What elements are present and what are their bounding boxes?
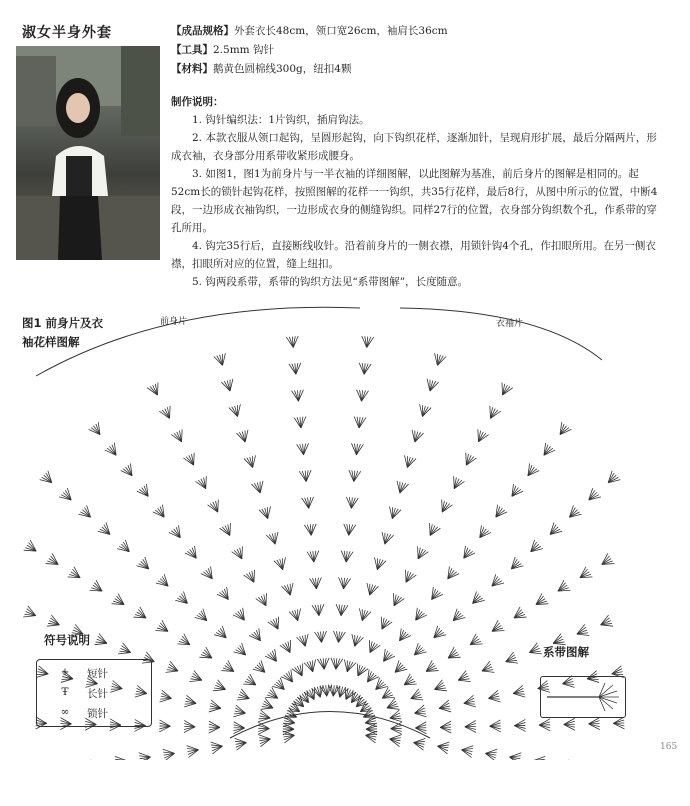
- stitch-fan: [229, 404, 244, 418]
- stitch-fan: [512, 685, 525, 699]
- stitch-fan: [274, 557, 289, 571]
- stitch-fan: [233, 643, 249, 659]
- stitch-fan: [332, 631, 345, 643]
- stitch-fan: [402, 455, 417, 469]
- stitch-fan: [236, 430, 251, 444]
- single-crochet-symbol: +: [60, 666, 70, 678]
- stitch-fan: [299, 470, 312, 482]
- neckline-arc: [230, 712, 430, 739]
- stitch-fan: [564, 718, 575, 730]
- stitch-fan: [413, 737, 426, 751]
- stitch-fan: [363, 670, 379, 686]
- stitch-fan: [401, 570, 417, 585]
- stitch-fan: [243, 674, 259, 690]
- stitch-fan: [266, 532, 281, 546]
- stitch-fan: [372, 678, 388, 694]
- stitch-fan: [585, 488, 601, 504]
- stitch-fan: [265, 649, 281, 665]
- stitch-fan: [372, 557, 387, 571]
- stitch-fan: [312, 604, 325, 616]
- stitch-fan: [105, 443, 121, 459]
- stitch-fan: [115, 755, 128, 760]
- stitch-fan: [338, 577, 351, 589]
- stitch-fan: [184, 695, 197, 709]
- spec-list: [171, 22, 671, 79]
- stitch-fan: [449, 609, 465, 625]
- stitch-fan: [244, 455, 259, 469]
- stitch-fan: [358, 363, 371, 375]
- stitch-fan: [440, 721, 451, 733]
- tie-diagram-drawing: [541, 677, 625, 717]
- stitch-fan: [220, 523, 236, 538]
- stitch-fan: [473, 429, 489, 444]
- stitch-fan: [577, 567, 593, 583]
- stitch-fan: [259, 506, 274, 520]
- stitch-fan: [365, 640, 381, 655]
- stitch-fan: [196, 476, 212, 491]
- stitch-fan: [463, 695, 476, 709]
- legend-box: + 短针 Ŧ 长针 ∞ 锁针: [36, 659, 152, 727]
- stitch-fan: [214, 353, 229, 367]
- stitch-fan: [461, 453, 477, 468]
- stitch-fan: [395, 628, 411, 644]
- stitch-fan: [555, 422, 571, 438]
- stitch-fan: [356, 608, 371, 622]
- stitch-fan: [292, 695, 308, 711]
- stitch-fan: [118, 643, 133, 658]
- stitch-fan: [424, 379, 439, 393]
- stitch-fan: [379, 532, 394, 546]
- stitch-fan: [282, 583, 297, 597]
- stitch-fan: [377, 617, 393, 632]
- figure-title: 图1 前身片及衣 袖花样图解: [22, 316, 104, 349]
- stitch-fan: [487, 690, 500, 704]
- stitch-fan: [258, 710, 271, 724]
- stitch-fan: [159, 406, 175, 421]
- stitch-fan: [166, 661, 181, 676]
- stitch-fan: [432, 353, 447, 367]
- stitch-fan: [575, 624, 590, 639]
- stitch-fan: [47, 615, 62, 630]
- stitch-fan: [90, 580, 106, 596]
- stitch-fan: [249, 628, 265, 644]
- stitch-fan: [208, 500, 224, 515]
- stitch-fan: [256, 593, 272, 608]
- spec-materials: 【材料】鹅黄色圆棉线300g，纽扣4颗: [171, 63, 352, 75]
- stitch-fan: [233, 722, 244, 734]
- stitch-fan: [24, 540, 40, 556]
- stitch-fan: [330, 658, 343, 670]
- stitch-fan: [588, 718, 599, 730]
- stitch-fan: [352, 695, 368, 711]
- stitch-fan: [533, 594, 549, 610]
- stitch-fan: [443, 567, 459, 583]
- stitch-fan: [46, 553, 62, 569]
- stitch-fan: [361, 336, 374, 348]
- instruction-step: 5. 钩两段系带，系带的钩织方法见“系带图解”，长度随意。: [192, 276, 469, 288]
- stitch-fan: [340, 551, 353, 563]
- stitch-fan: [449, 476, 465, 491]
- stitch-fan: [153, 505, 169, 521]
- stitch-fan: [195, 609, 211, 625]
- stitch-fan: [507, 484, 523, 500]
- stitch-fan: [352, 663, 368, 678]
- stitch-fan: [112, 594, 128, 610]
- stitch-fan: [232, 546, 248, 561]
- stitch-fan: [251, 481, 266, 495]
- stitch-fan: [555, 580, 571, 596]
- stitch-fan: [489, 720, 500, 732]
- stitch-fan: [598, 615, 613, 630]
- stitch-fan: [294, 416, 307, 428]
- stitch-fan: [389, 733, 402, 747]
- stitch-fan: [410, 643, 426, 659]
- stitch-fan: [533, 755, 546, 760]
- stitch-fan: [485, 747, 498, 760]
- stitch-fan: [497, 382, 513, 397]
- stitch-fan: [183, 453, 199, 468]
- stitch-fan: [209, 721, 220, 733]
- stitch-fan: [244, 570, 260, 585]
- stitch-fan: [189, 670, 204, 685]
- stitch-fan: [155, 620, 171, 636]
- instructions-heading: 制作说明：: [171, 96, 224, 108]
- instruction-step: 4. 钩完35行后，直接断线收针。沿着前身片的一侧衣襟，用锁针钩4个孔，作扣眼所用。在另一侧衣襟，扣眼所对应的位置，缝上纽扣。: [171, 240, 656, 270]
- stitch-fan: [389, 710, 402, 724]
- stitch-fan: [364, 583, 379, 597]
- stitch-fan: [409, 430, 424, 444]
- stitch-fan: [401, 674, 417, 690]
- stitch-fan: [485, 406, 501, 421]
- legend-title: 符号说明: [44, 633, 90, 647]
- stitch-fan: [425, 523, 441, 538]
- stitch-fan: [413, 705, 426, 719]
- stitch-fan: [78, 505, 94, 521]
- model-photo: [16, 46, 160, 260]
- instruction-step: 3. 如图1，图1为前身片与一半衣袖的详细图解，以此图解为基准，前后身片的图解是相同的。起52cm长的锁针起钩花样，按照图解的花样一一钩织，共35行花样，最后8行，从图中所示的位置，中断4段，一边形成衣袖钩织，一边形成衣身的侧缝钩织。同样27行的位置，衣身部分钩织数个孔，作系带的穿孔所用。: [171, 168, 658, 234]
- stitch-fan: [304, 660, 319, 674]
- stitch-fan: [432, 680, 447, 695]
- stitch-fan: [507, 557, 523, 573]
- stitch-fan: [387, 506, 402, 520]
- stitch-fan: [156, 574, 172, 590]
- stitch-fan: [235, 737, 248, 751]
- page-number: 165: [660, 742, 678, 752]
- stitch-fan: [417, 404, 432, 418]
- stitch-fan: [391, 660, 407, 676]
- stitch-fan: [599, 553, 615, 569]
- stitch-fan: [211, 740, 224, 754]
- stitch-fan: [91, 758, 104, 760]
- stitch-fan: [456, 670, 471, 685]
- stitch-fan: [177, 634, 193, 650]
- stitch-fan: [315, 631, 328, 643]
- stitch-fan: [409, 689, 424, 704]
- stitch-fan: [68, 567, 84, 583]
- stitch-fan: [309, 577, 322, 589]
- stitch-fan: [413, 546, 429, 561]
- stitch-fan: [511, 607, 527, 623]
- stitch-fan: [539, 719, 550, 731]
- pattern-title: 淑女半身外套: [22, 25, 112, 41]
- stitch-fan: [345, 497, 358, 509]
- stitch-fan: [445, 647, 461, 663]
- stitch-fan: [385, 698, 400, 713]
- stitch-fan: [291, 390, 304, 402]
- stitch-fan: [353, 416, 366, 428]
- stitch-fan: [217, 587, 233, 603]
- stitch-fan: [297, 443, 310, 455]
- stitch-fan: [335, 604, 348, 616]
- stitch-fan: [272, 678, 288, 694]
- front-arc-line: [36, 307, 360, 376]
- stitch-fan: [281, 670, 297, 686]
- stitch-fan: [187, 744, 200, 758]
- stitch-fan: [302, 497, 315, 509]
- stitch-fan: [437, 500, 453, 515]
- stitch-fan: [23, 606, 38, 621]
- stitch-fan: [503, 652, 518, 667]
- stitch-fan: [489, 620, 505, 636]
- stitch-fan: [480, 661, 495, 676]
- stitch-fan: [268, 617, 284, 632]
- stitch-fan: [121, 463, 137, 479]
- stitch-fan: [343, 524, 356, 536]
- label-front: 前身片: [160, 317, 188, 327]
- stitch-fan: [557, 758, 570, 760]
- stitch-fan: [147, 382, 163, 397]
- stitch-fan: [465, 721, 476, 733]
- stitch-fan: [289, 608, 304, 622]
- stitch-fan: [199, 647, 215, 663]
- stitch-fan: [133, 607, 149, 623]
- stitch-fan: [350, 443, 363, 455]
- spec-size: 【成品规格】外套衣长48cm，领口宽26cm，袖肩长36cm: [171, 25, 448, 37]
- stitch-fan: [565, 505, 581, 521]
- stitch-fan: [175, 592, 191, 608]
- stitch-fan: [415, 722, 426, 734]
- stitch-fan: [349, 634, 364, 648]
- stitch-fan: [527, 540, 543, 556]
- stitch-fan: [546, 523, 562, 539]
- stitch-fan: [98, 523, 114, 539]
- stitch-fan: [280, 640, 296, 655]
- stitch-fan: [253, 660, 269, 676]
- stitch-fan: [94, 634, 109, 649]
- chain-stitch-symbol: ∞: [60, 706, 70, 718]
- tie-diagram: [540, 676, 626, 718]
- stitch-fan: [437, 740, 450, 754]
- stitch-fan: [201, 567, 217, 583]
- stitch-fan: [184, 721, 195, 733]
- stitch-fan: [163, 747, 176, 760]
- stitch-fan: [488, 574, 504, 590]
- stitch-fan: [509, 751, 522, 760]
- stitch-fan: [317, 658, 330, 670]
- stitch-fan: [159, 720, 170, 732]
- stitch-fan: [475, 525, 491, 541]
- stitch-fan: [356, 390, 369, 402]
- stitch-fan: [292, 663, 308, 678]
- stitch-fan: [221, 660, 237, 676]
- stitch-fan: [89, 422, 105, 438]
- stitch-fan: [214, 626, 230, 642]
- stitch-fan: [221, 379, 236, 393]
- stitch-fan: [523, 463, 539, 479]
- model-photo-image: [16, 46, 160, 260]
- double-crochet-symbol: Ŧ: [61, 686, 69, 698]
- stitch-fan: [59, 488, 75, 504]
- stitch-fan: [237, 689, 252, 704]
- stitch-fan: [169, 525, 185, 541]
- stitch-fan: [427, 587, 443, 603]
- stitch-fan: [233, 705, 246, 719]
- stitch-fan: [286, 336, 299, 348]
- instructions: [171, 93, 667, 291]
- stitch-fan: [514, 719, 525, 731]
- stitch-fan: [233, 608, 249, 624]
- tie-title: 系带图解: [543, 645, 589, 659]
- stitch-fan: [139, 751, 152, 760]
- stitch-fan: [261, 698, 276, 713]
- stitch-fan: [379, 649, 395, 665]
- stitch-fan: [438, 700, 451, 714]
- stitch-fan: [491, 505, 507, 521]
- stitch-fan: [468, 592, 484, 608]
- stitch-fan: [394, 481, 409, 495]
- instruction-step: 1. 钩针编织法：1片钩织，插肩钩法。: [192, 114, 370, 126]
- stitch-fan: [527, 643, 542, 658]
- stitch-fan: [459, 546, 475, 562]
- stitch-fan: [117, 540, 133, 556]
- stitch-fan: [539, 443, 555, 459]
- stitch-fan: [289, 363, 302, 375]
- stitch-fan: [467, 634, 483, 650]
- stitch-fan: [461, 744, 474, 758]
- stitch-fan: [604, 471, 620, 487]
- stitch-fan: [137, 484, 153, 500]
- instruction-step: 2. 本款衣服从领口起钩，呈圆形起钩，向下钩织花样，逐渐加针，呈现肩形扩展，最后分隔两片，形成衣袖，衣身部分用系带收紧形成腰身。: [171, 132, 657, 162]
- stitch-fan: [209, 700, 222, 714]
- sleeve-arc-line: [400, 308, 602, 360]
- stitch-fan: [171, 429, 187, 444]
- stitch-fan: [430, 626, 446, 642]
- stitch-fan: [411, 608, 427, 624]
- stitch-fan: [348, 470, 361, 482]
- label-sleeve: 衣袖片: [496, 319, 524, 329]
- stitch-fan: [341, 660, 356, 674]
- stitch-fan: [40, 471, 56, 487]
- stitch-fan: [137, 557, 153, 573]
- stitch-fan: [213, 680, 228, 695]
- spec-tools: 【工具】2.5mm 钩针: [171, 44, 274, 56]
- stitch-fan: [297, 634, 312, 648]
- stitch-fan: [389, 593, 405, 608]
- stitch-fan: [160, 690, 173, 704]
- stitch-fan: [423, 660, 439, 676]
- stitch-fan: [259, 733, 272, 747]
- stitch-fan: [304, 524, 317, 536]
- stitch-fan: [185, 546, 201, 562]
- stitch-fan: [307, 551, 320, 563]
